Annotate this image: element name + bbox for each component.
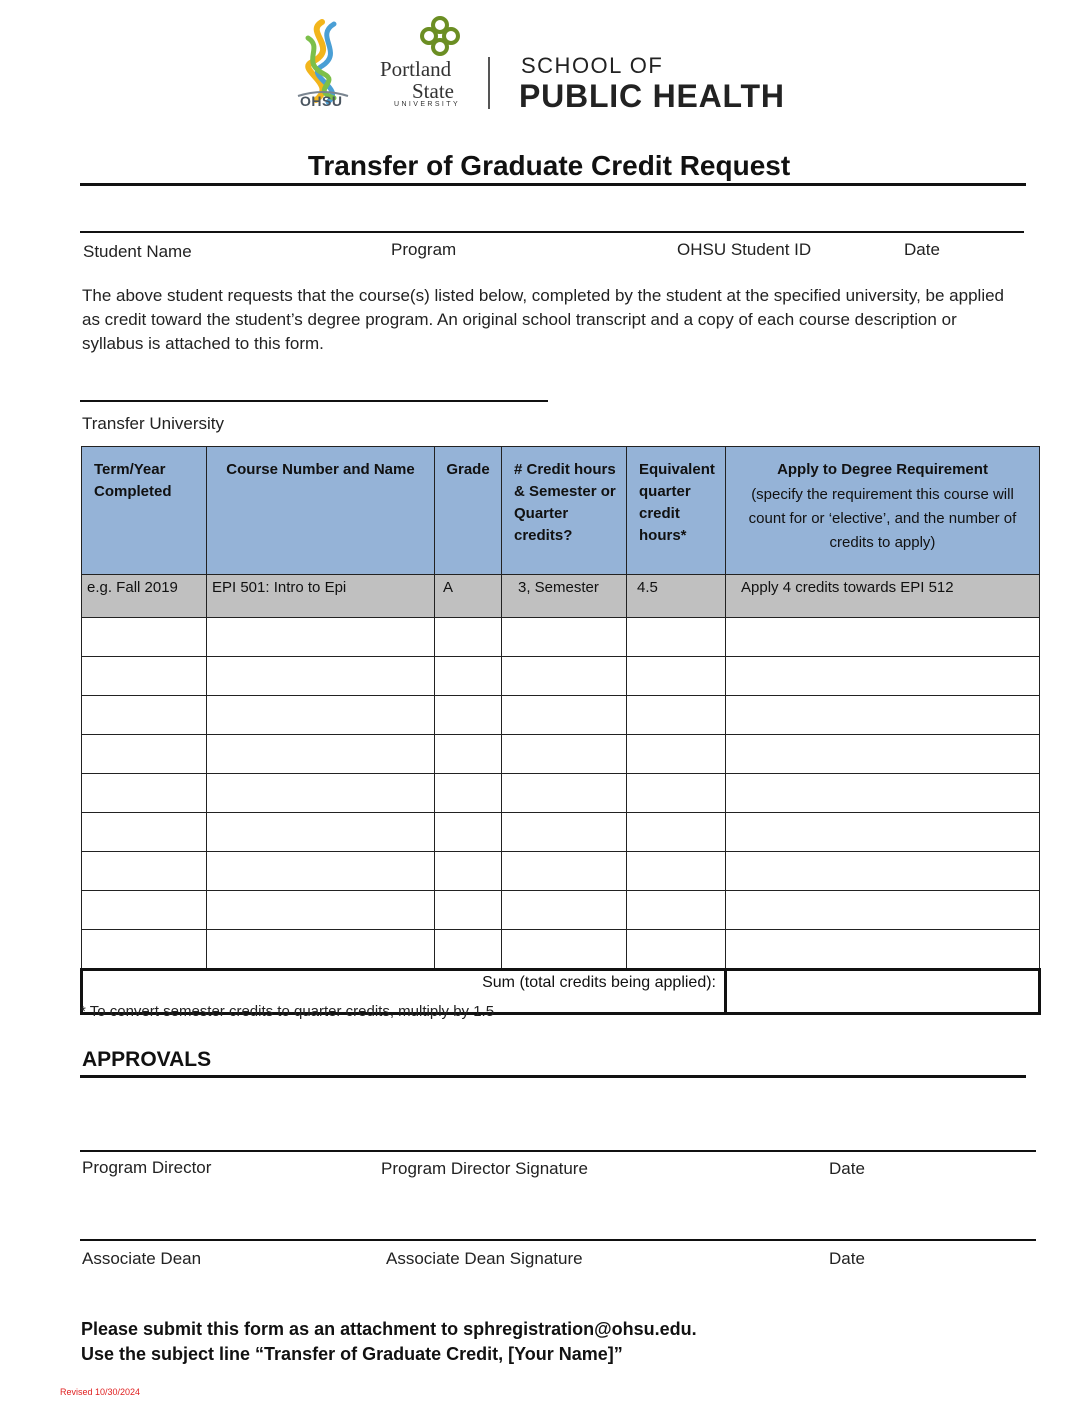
associate-dean-signature-line[interactable]: [80, 1239, 1036, 1241]
table-cell-input[interactable]: [502, 774, 627, 813]
table-cell-input[interactable]: [207, 618, 435, 657]
table-cell-input[interactable]: [502, 930, 627, 970]
sum-label: Sum (total credits being applied):: [82, 970, 726, 1014]
table-cell-input[interactable]: [82, 813, 207, 852]
table-cell-input[interactable]: [207, 813, 435, 852]
form-title: Transfer of Graduate Credit Request: [307, 150, 791, 181]
table-row: [82, 774, 1040, 813]
table-cell-input[interactable]: [435, 735, 502, 774]
table-cell-input[interactable]: [207, 774, 435, 813]
header-equivalent: Equivalent quarter credit hours*: [627, 447, 726, 575]
program-label: Program: [391, 240, 457, 259]
example-course: EPI 501: Intro to Epi: [207, 575, 435, 618]
date-label: Date: [904, 240, 940, 259]
example-apply: Apply 4 credits towards EPI 512: [726, 575, 1040, 618]
ohsu-logo-text: OHSU: [300, 93, 343, 109]
submission-line1: Please submit this form as an attachment to sphregistration@ohsu.edu.: [81, 1319, 697, 1339]
table-cell-input[interactable]: [82, 657, 207, 696]
table-cell-input[interactable]: [82, 930, 207, 970]
table-cell-input[interactable]: [627, 774, 726, 813]
table-header-row: [82, 447, 1040, 575]
credits-table: [80, 446, 1041, 1015]
header-grade: Grade: [435, 447, 502, 575]
table-cell-input[interactable]: [502, 891, 627, 930]
table-cell-input[interactable]: [627, 891, 726, 930]
school-name-line1: SCHOOL OF: [521, 53, 664, 78]
table-cell-input[interactable]: [627, 696, 726, 735]
psu-name-line3: UNIVERSITY: [394, 101, 461, 108]
header-apply-subtitle: (specify the requirement this course will count for or ‘elective’, and the number of credits to apply): [748, 486, 1017, 551]
table-cell-input[interactable]: [435, 657, 502, 696]
table-row: [82, 696, 1040, 735]
example-term: e.g. Fall 2019: [82, 575, 207, 618]
table-cell-input[interactable]: [435, 852, 502, 891]
table-cell-input[interactable]: [502, 735, 627, 774]
table-cell-input[interactable]: [502, 657, 627, 696]
table-cell-input[interactable]: [435, 813, 502, 852]
conversion-note: * To convert semester credits to quarter credits, multiply by 1.5: [80, 1003, 495, 1020]
table-cell-input[interactable]: [435, 930, 502, 970]
table-cell-input[interactable]: [627, 735, 726, 774]
title-rule: [80, 183, 1026, 186]
table-cell-input[interactable]: [435, 774, 502, 813]
table-cell-input[interactable]: [207, 891, 435, 930]
table-cell-input[interactable]: [82, 618, 207, 657]
table-cell-input[interactable]: [435, 696, 502, 735]
approvals-heading: APPROVALS: [82, 1048, 212, 1071]
transfer-university-label: Transfer University: [82, 414, 225, 433]
psu-logo-icon: [420, 16, 460, 56]
student-name-label: Student Name: [83, 242, 192, 261]
program-director-signature-label: Program Director Signature: [381, 1159, 588, 1178]
associate-dean-date-label: Date: [829, 1249, 865, 1268]
table-cell-input[interactable]: [726, 696, 1040, 735]
program-director-date-label: Date: [829, 1159, 865, 1178]
header-apply: [726, 447, 1040, 575]
table-row: [82, 930, 1040, 970]
table-cell-input[interactable]: [627, 930, 726, 970]
table-cell-input[interactable]: [627, 852, 726, 891]
example-grade: A: [435, 575, 502, 618]
table-cell-input[interactable]: [726, 735, 1040, 774]
approvals-rule: [80, 1075, 1026, 1078]
table-cell-input[interactable]: [207, 696, 435, 735]
table-row: [82, 891, 1040, 930]
psu-name-line2: State: [412, 79, 454, 103]
revised-date: Revised 10/30/2024: [60, 1387, 141, 1397]
table-cell-input[interactable]: [726, 618, 1040, 657]
submission-line2: Use the subject line “Transfer of Graduate Credit, [Your Name]”: [81, 1344, 623, 1364]
table-cell-input[interactable]: [207, 930, 435, 970]
request-paragraph: The above student requests that the course(s) listed below, completed by the student at the specified university, be applied as credit toward the student’s degree program. An original school transcript and a copy of each course description or syllabus is attached to this form.: [82, 286, 1005, 353]
table-cell-input[interactable]: [726, 930, 1040, 970]
example-credits: 3, Semester: [502, 575, 627, 618]
table-cell-input[interactable]: [82, 774, 207, 813]
table-cell-input[interactable]: [82, 852, 207, 891]
table-cell-input[interactable]: [726, 891, 1040, 930]
table-cell-input[interactable]: [627, 618, 726, 657]
table-cell-input[interactable]: [726, 774, 1040, 813]
table-cell-input[interactable]: [726, 657, 1040, 696]
associate-dean-label: Associate Dean: [82, 1249, 202, 1268]
table-cell-input[interactable]: [82, 696, 207, 735]
associate-dean-signature-label: Associate Dean Signature: [386, 1249, 583, 1268]
table-cell-input[interactable]: [502, 618, 627, 657]
table-cell-input[interactable]: [502, 813, 627, 852]
sum-value-cell[interactable]: [726, 970, 1040, 1014]
table-row: [82, 657, 1040, 696]
header-course: Course Number and Name: [207, 447, 435, 575]
example-equivalent: 4.5: [627, 575, 726, 618]
header-divider: [488, 57, 490, 109]
header-credits: # Credit hours & Semester or Quarter credits?: [502, 447, 627, 575]
table-row: [82, 735, 1040, 774]
table-cell-input[interactable]: [207, 657, 435, 696]
table-row: [82, 852, 1040, 891]
psu-name-line1: Portland: [380, 57, 452, 81]
table-row: [82, 813, 1040, 852]
table-cell-input[interactable]: [435, 891, 502, 930]
student-id-label: OHSU Student ID: [677, 240, 812, 259]
table-row: [82, 618, 1040, 657]
program-director-label: Program Director: [82, 1158, 212, 1177]
table-cell-input[interactable]: [502, 852, 627, 891]
table-cell-input[interactable]: [82, 891, 207, 930]
transfer-university-line[interactable]: [80, 400, 548, 402]
table-cell-input[interactable]: [435, 618, 502, 657]
header-term: Term/Year Completed: [82, 447, 207, 575]
table-cell-input[interactable]: [207, 735, 435, 774]
table-cell-input[interactable]: [627, 813, 726, 852]
school-name-line2: PUBLIC HEALTH: [519, 78, 785, 114]
example-row: [82, 575, 1040, 618]
table-cell-input[interactable]: [502, 696, 627, 735]
table-cell-input[interactable]: [726, 852, 1040, 891]
header-apply-title: Apply to Degree Requirement: [777, 461, 988, 478]
table-cell-input[interactable]: [207, 852, 435, 891]
program-director-signature-line[interactable]: [80, 1150, 1036, 1152]
table-cell-input[interactable]: [82, 735, 207, 774]
student-info-line[interactable]: [80, 231, 1024, 233]
table-cell-input[interactable]: [726, 813, 1040, 852]
table-cell-input[interactable]: [627, 657, 726, 696]
